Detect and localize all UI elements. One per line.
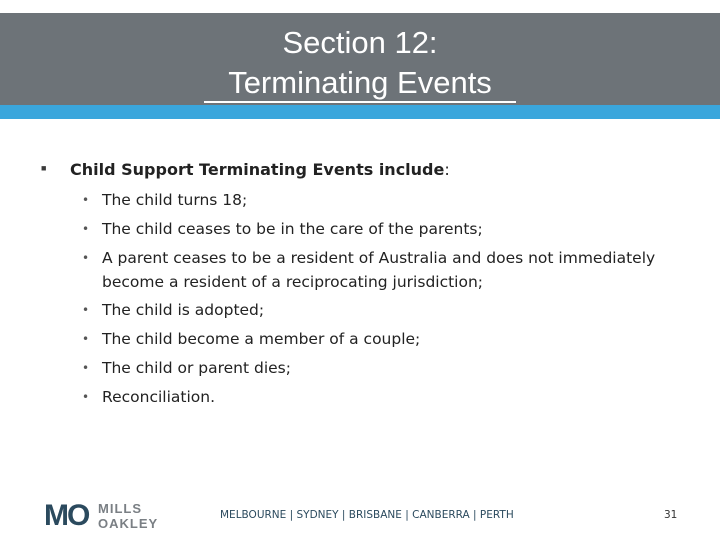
list-item xyxy=(82,385,692,409)
list-item-text: The child ceases to be in the care of the parents; xyxy=(102,220,483,238)
dot-bullet-icon: • xyxy=(82,390,90,404)
title-line-2: Terminating Events xyxy=(228,65,492,100)
bullet-heading xyxy=(70,160,450,179)
heading-bold-text: Child Support Terminating Events include xyxy=(70,160,445,179)
list-item xyxy=(82,188,692,212)
logo-line-1: MILLS xyxy=(98,501,142,516)
list-item xyxy=(82,356,692,380)
list-item-text: The child or parent dies; xyxy=(102,359,291,377)
dot-bullet-icon: • xyxy=(82,303,90,317)
list-item-text: The child is adopted; xyxy=(102,301,265,319)
logo-mark: MO xyxy=(44,499,89,532)
heading-colon: : xyxy=(444,160,450,179)
list-item-text: The child become a member of a couple; xyxy=(102,330,421,348)
list-item xyxy=(82,217,692,241)
dot-bullet-icon: • xyxy=(82,222,90,236)
dot-bullet-icon: • xyxy=(82,193,90,207)
list-item-text: A parent ceases to be a resident of Australia and does not immediately become a resident of a reciprocating jurisdiction; xyxy=(102,249,656,291)
list-item xyxy=(82,246,692,294)
list-item-text: Reconciliation. xyxy=(102,388,215,406)
dot-bullet-icon: • xyxy=(82,332,90,346)
list-item xyxy=(82,327,692,351)
list-item xyxy=(82,298,692,322)
square-bullet-icon: ■ xyxy=(41,163,47,173)
dot-bullet-icon: • xyxy=(82,361,90,375)
logo-line-2: OAKLEY xyxy=(98,516,159,531)
title-line-1: Section 12: xyxy=(282,25,438,60)
page-number: 31 xyxy=(664,509,678,521)
list-item-text: The child turns 18; xyxy=(102,191,248,209)
footer-cities: MELBOURNE | SYDNEY | BRISBANE | CANBERRA | PERTH xyxy=(220,509,514,521)
dot-bullet-icon: • xyxy=(82,251,90,265)
